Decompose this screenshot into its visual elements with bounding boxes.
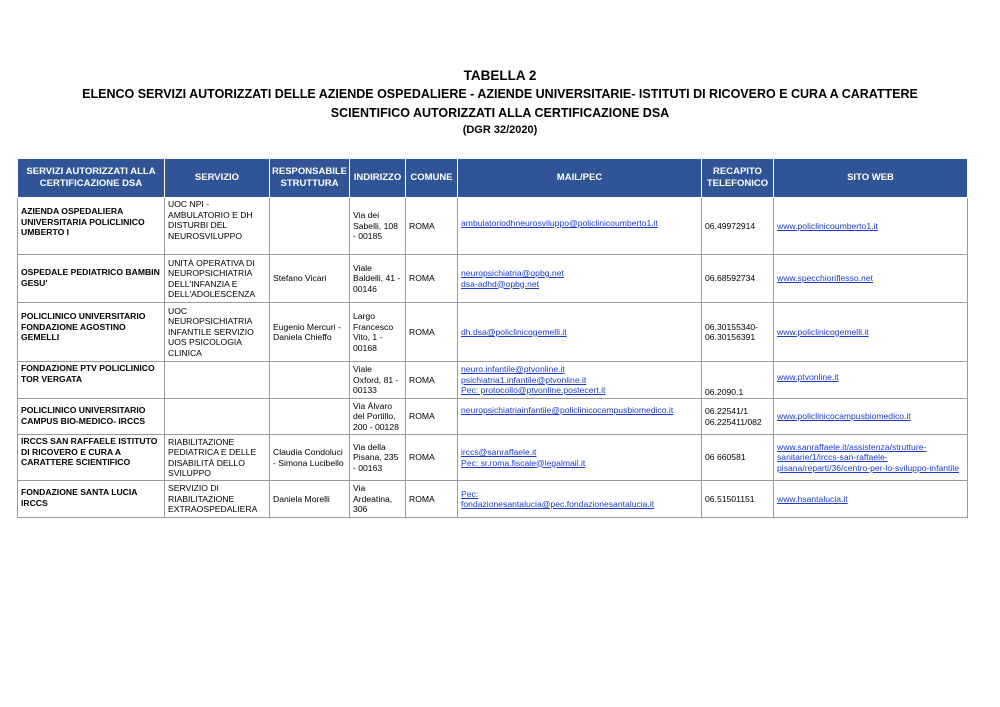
cell-struttura: POLICLINICO UNIVERSITARIO FONDAZIONE AGOSTINO GEMELLI bbox=[18, 303, 165, 362]
cell-responsabile: Stefano Vicari bbox=[270, 255, 350, 303]
cell-mail bbox=[458, 399, 702, 435]
col-header-sito: SITO WEB bbox=[774, 159, 968, 198]
website-link[interactable]: www.sanraffaele.it/assistenza/strutture-sanitarie/1/irccs-san-raffaele-pisana/reparti/36/centro-per-lo-sviluppo-infantile bbox=[777, 441, 959, 473]
cell-mail bbox=[458, 435, 702, 481]
cell-sito bbox=[774, 481, 968, 518]
cell-indirizzo: Largo Francesco Vito, 1 - 00168 bbox=[350, 303, 406, 362]
website-link[interactable]: www.specchioriflesso.net bbox=[777, 273, 874, 284]
cell-struttura: IRCCS SAN RAFFAELE ISTITUTO DI RICOVERO E CURA A CARATTERE SCIENTIFICO bbox=[18, 435, 165, 481]
cell-sito bbox=[774, 255, 968, 303]
table-row bbox=[18, 303, 968, 362]
cell-indirizzo: Viale Oxford, 81 - 00133 bbox=[350, 362, 406, 399]
col-header-mail: MAIL/PEC bbox=[458, 159, 702, 198]
cell-indirizzo: Via Ardeatina, 306 bbox=[350, 481, 406, 518]
pec-link[interactable]: fondazionesantalucia@pec.fondazionesantalucia.it bbox=[461, 499, 655, 509]
website-link[interactable]: www.policlinicocampusbiomedico.it bbox=[777, 411, 911, 422]
table-title-line-2: SCIENTIFICO AUTORIZZATI ALLA CERTIFICAZIONE DSA bbox=[330, 106, 670, 120]
email-link[interactable]: neuropsichiatria@opbg.net bbox=[461, 268, 564, 278]
cell-servizio: UOC NPI - AMBULATORIO E DH DISTURBI DEL NEUROSVILUPPO bbox=[165, 198, 270, 255]
cell-recapito: 06.2090.1 bbox=[702, 362, 774, 399]
cell-comune: ROMA bbox=[406, 303, 458, 362]
cell-mail bbox=[458, 362, 702, 399]
cell-servizio bbox=[165, 399, 270, 435]
cell-comune: ROMA bbox=[406, 198, 458, 255]
cell-servizio: SERVIZIO DI RIABILITAZIONE EXTRAOSPEDALIERA bbox=[165, 481, 270, 518]
cell-comune: ROMA bbox=[406, 399, 458, 435]
cell-sito bbox=[774, 399, 968, 435]
cell-servizio: UOC NEUROPSICHIATRIA INFANTILE SERVIZIO UOS PSICOLOGIA CLINICA bbox=[165, 303, 270, 362]
cell-responsabile bbox=[270, 198, 350, 255]
document-title-block bbox=[0, 66, 1000, 138]
col-header-comune: COMUNE bbox=[406, 159, 458, 198]
pec-link[interactable]: Pec: sr.roma.fiscale@legalmail.it bbox=[461, 457, 586, 468]
cell-recapito: 06.49972914 bbox=[702, 198, 774, 255]
cell-recapito: 06.22541/1 06.225411/082 bbox=[702, 399, 774, 435]
cell-recapito: 06.68592734 bbox=[702, 255, 774, 303]
services-table bbox=[17, 158, 968, 518]
pec-link[interactable]: Pec: protocollo@ptvonline.postecert.it bbox=[461, 385, 606, 396]
cell-mail bbox=[458, 303, 702, 362]
cell-comune: ROMA bbox=[406, 481, 458, 518]
email-link[interactable]: neuro.infantile@ptvonline.it bbox=[461, 364, 565, 375]
table-number: TABELLA 2 bbox=[463, 68, 537, 83]
cell-servizio: UNITÀ OPERATIVA DI NEUROPSICHIATRIA DELL'INFANZIA E DELL'ADOLESCENZA bbox=[165, 255, 270, 303]
table-row bbox=[18, 362, 968, 399]
cell-struttura: FONDAZIONE PTV POLICLINICO TOR VERGATA bbox=[18, 362, 165, 399]
cell-indirizzo: Via dei Sabelli, 108 - 00185 bbox=[350, 198, 406, 255]
website-link[interactable]: www.hsantalucia.it bbox=[777, 493, 848, 504]
cell-struttura: AZIENDA OSPEDALIERA UNIVERSITARIA POLICLINICO UMBERTO I bbox=[18, 198, 165, 255]
cell-sito bbox=[774, 303, 968, 362]
col-header-servizio: SERVIZIO bbox=[165, 159, 270, 198]
email-link[interactable]: neuropsichiatriainfantile@policlinicocampusbiomedico.it bbox=[461, 405, 674, 415]
cell-servizio bbox=[165, 362, 270, 399]
website-link[interactable]: www.policlinicogemelli.it bbox=[777, 326, 869, 337]
cell-responsabile: Eugenio Mercuri - Daniela Chieffo bbox=[270, 303, 350, 362]
cell-mail bbox=[458, 198, 702, 255]
cell-servizio: RIABILITAZIONE PEDIATRICA E DELLE DISABILITÀ DELLO SVILUPPO bbox=[165, 435, 270, 481]
cell-mail bbox=[458, 255, 702, 303]
table-row bbox=[18, 435, 968, 481]
cell-comune: ROMA bbox=[406, 255, 458, 303]
cell-recapito: 06.51501151 bbox=[702, 481, 774, 518]
pec-label: Pec: bbox=[461, 488, 479, 499]
cell-struttura: OSPEDALE PEDIATRICO BAMBIN GESU' bbox=[18, 255, 165, 303]
email-link[interactable]: dsa-adhd@opbg.net bbox=[461, 278, 540, 289]
cell-recapito: 06 660581 bbox=[702, 435, 774, 481]
cell-indirizzo: Via Álvaro del Portillo, 200 - 00128 bbox=[350, 399, 406, 435]
col-header-indirizzo: INDIRIZZO bbox=[350, 159, 406, 198]
table-reference: (DGR 32/2020) bbox=[462, 124, 538, 136]
table-row bbox=[18, 399, 968, 435]
website-link[interactable]: www.policlinicoumberto1.it bbox=[777, 220, 878, 231]
cell-responsabile bbox=[270, 399, 350, 435]
cell-sito bbox=[774, 362, 968, 399]
table-header-row bbox=[18, 159, 968, 198]
col-header-struttura: SERVIZI AUTORIZZATI ALLA CERTIFICAZIONE DSA bbox=[18, 159, 165, 198]
table-row bbox=[18, 481, 968, 518]
table-row bbox=[18, 198, 968, 255]
cell-sito bbox=[774, 435, 968, 481]
col-header-responsabile: RESPONSABILE STRUTTURA bbox=[270, 159, 350, 198]
table-title-line-1: ELENCO SERVIZI AUTORIZZATI DELLE AZIENDE OSPEDALIERE - AZIENDE UNIVERSITARIE- ISTITUTI DI RICOVERO E CURA A CARATTERE bbox=[82, 87, 918, 101]
email-link[interactable]: psichiatria1.infantile@ptvonline.it bbox=[461, 374, 587, 385]
cell-sito bbox=[774, 198, 968, 255]
cell-indirizzo: Viale Baldelli, 41 - 00146 bbox=[350, 255, 406, 303]
cell-responsabile bbox=[270, 362, 350, 399]
cell-struttura: POLICLINICO UNIVERSITARIO CAMPUS BIO-MEDICO- IRCCS bbox=[18, 399, 165, 435]
cell-responsabile: Daniela Morelli bbox=[270, 481, 350, 518]
col-header-recapito: RECAPITO TELEFONICO bbox=[702, 159, 774, 198]
cell-indirizzo: Via della Pisana, 235 - 00163 bbox=[350, 435, 406, 481]
email-link[interactable]: ambulatoriodhneurosviluppo@policlinicoumberto1.it bbox=[461, 218, 658, 228]
cell-recapito: 06.30155340-06.30156391 bbox=[702, 303, 774, 362]
cell-struttura: FONDAZIONE SANTA LUCIA IRCCS bbox=[18, 481, 165, 518]
cell-responsabile: Claudia Condoluci - Simona Lucibello bbox=[270, 435, 350, 481]
cell-comune: ROMA bbox=[406, 362, 458, 399]
website-link[interactable]: www.ptvonline.it bbox=[777, 372, 839, 382]
table-row bbox=[18, 255, 968, 303]
email-link[interactable]: irccs@sanraffaele.it bbox=[461, 447, 537, 457]
email-link[interactable]: dh.dsa@policlinicogemelli.it bbox=[461, 326, 567, 337]
cell-mail bbox=[458, 481, 702, 518]
cell-comune: ROMA bbox=[406, 435, 458, 481]
